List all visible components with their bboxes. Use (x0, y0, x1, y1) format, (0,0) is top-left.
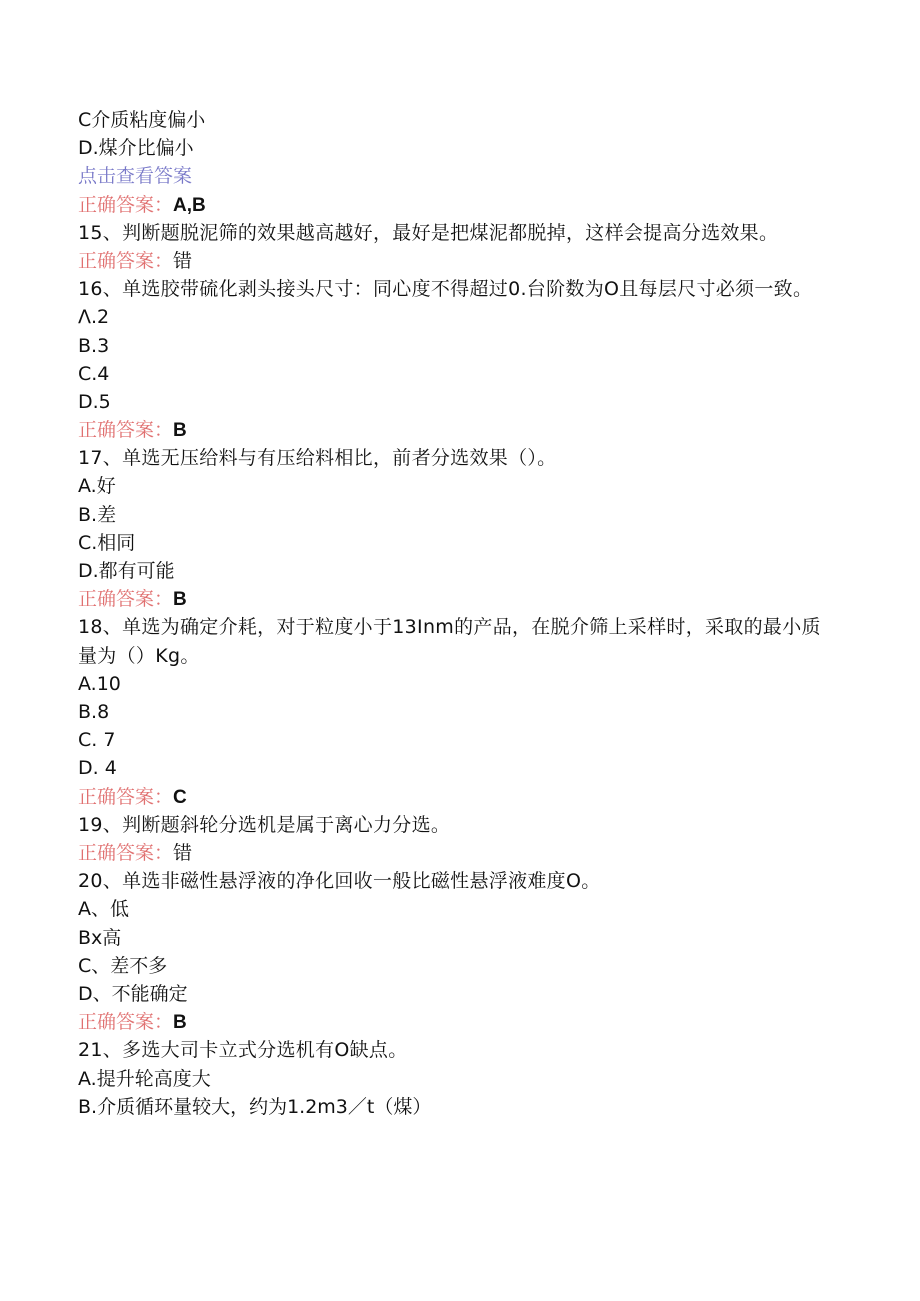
option-text: C. 7 (78, 729, 116, 752)
answer-value: 错 (173, 249, 193, 272)
answer-value: 错 (173, 841, 193, 864)
option-text: B.8 (78, 701, 110, 724)
answer-label: 正确答案： (78, 588, 174, 611)
question-text: 17、单选无压给料与有压给料相比，前者分选效果（）。 (78, 447, 557, 470)
question-text: 20、单选非磁性悬浮液的净化回收一般比磁性悬浮液难度O。 (78, 870, 601, 893)
answer-label: 正确答案： (78, 841, 174, 864)
option-text: C、差不多 (78, 954, 168, 977)
answer-label: 正确答案： (78, 193, 174, 216)
document-page (78, 106, 838, 1121)
answer-line (78, 839, 838, 867)
answer-value: B (173, 420, 187, 442)
question-text: 19、判断题斜轮分选机是属于离心力分选。 (78, 813, 451, 836)
option-text: Λ.2 (78, 306, 110, 329)
option-text: A.好 (78, 475, 116, 498)
answer-label: 正确答案： (78, 785, 174, 808)
option-text: C介质粘度偏小 (78, 109, 206, 131)
view-answer-link[interactable]: 点击查看答案 (78, 165, 193, 188)
answer-label: 正确答案： (78, 419, 174, 442)
answer-label: 正确答案： (78, 249, 174, 272)
answer-line (78, 416, 838, 444)
question-text: 21、多选大司卡立式分选机有O缺点。 (78, 1039, 408, 1062)
answer-line (78, 1008, 838, 1036)
option-text: D、不能确定 (78, 982, 188, 1005)
option-text: B.差 (78, 503, 117, 526)
question-text: 16、单选胶带硫化剥头接头尺寸：同心度不得超过0.台阶数为O且每层尺寸必须一致。 (78, 278, 813, 301)
option-text: D.5 (78, 390, 111, 413)
option-text: A、低 (78, 898, 129, 921)
option-text: Bx高 (78, 926, 122, 949)
answer-value: B (173, 1012, 187, 1034)
answer-line (78, 247, 838, 275)
answer-line (78, 585, 838, 613)
option-text: B.介质循环量较大，约为1.2m3／t（煤） (78, 1095, 432, 1118)
question-text: 18、单选为确定介耗，对于粒度小于13Inm的产品，在脱介筛上采样时，采取的最小质量为（）Kg。 (78, 616, 821, 667)
answer-value: B (173, 589, 187, 611)
option-text: A.10 (78, 672, 121, 695)
option-text: C.4 (78, 362, 110, 385)
option-text: D.煤介比偏小 (78, 137, 194, 160)
answer-value: A,B (173, 194, 206, 216)
option-text: A.提升轮高度大 (78, 1067, 211, 1090)
answer-value: C (173, 786, 187, 808)
answer-line (78, 191, 838, 219)
option-text: D. 4 (78, 757, 117, 780)
answer-label: 正确答案： (78, 1011, 174, 1034)
question-text: 15、判断题脱泥筛的效果越高越好，最好是把煤泥都脱掉，这样会提高分选效果。 (78, 221, 779, 244)
option-text: B.3 (78, 334, 110, 357)
option-text: C.相同 (78, 531, 136, 554)
answer-line (78, 783, 838, 811)
option-text: D.都有可能 (78, 560, 175, 583)
